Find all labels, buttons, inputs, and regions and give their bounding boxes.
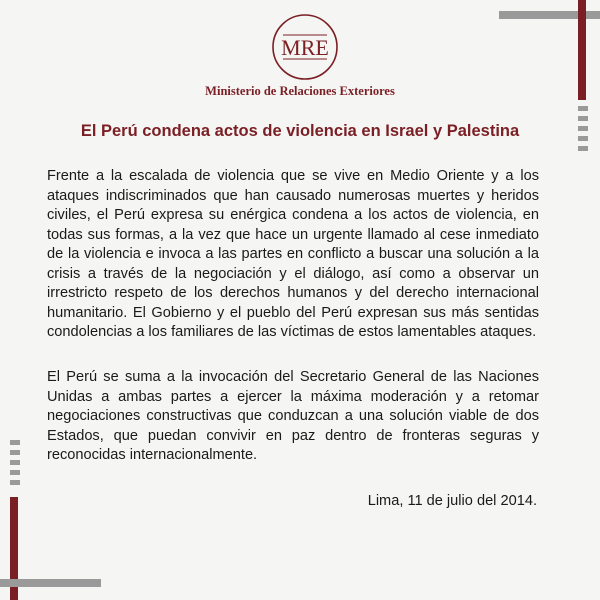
ministry-name: Ministerio de Relaciones Exteriores	[205, 84, 395, 98]
bottom-gray-bar	[0, 579, 101, 587]
statement-paragraph-1: Frente a la escalada de violencia que se vive en Medio Oriente y a los ataques indiscriminados que han causado numerosas muertes y heridos civiles, el Perú expresa su enérgica condena a los actos de violencia, en todas sus formas, a la vez que hace un urgente llamado al cese inmediato de la violencia e invoca a las partes en conflicto a buscar una solución a la crisis a través de la negociación y el diálogo, así como a observar un irrestricto respeto de los derechos humanos y del derecho internacional humanitario. El Gobierno y el pueblo del Perú expresan sus más sentidas condolencias a los familiares de las víctimas de estos lamentables ataques.	[47, 168, 539, 340]
signoff-date: Lima, 11 de julio del 2014.	[367, 493, 537, 509]
mre-logo	[271, 13, 339, 81]
logo-text: MRE	[281, 35, 329, 60]
statement-title: El Perú condena actos de violencia en Israel y Palestina	[80, 122, 520, 140]
statement-paragraph-2: El Perú se suma a la invocación del Secretario General de las Naciones Unidas a ambas partes a ejercer la máxima moderación y a retomar negociaciones constructivas que conduzcan a una solución viable de dos Estados, que puedan convivir en paz dentro de fronteras seguras y reconocidas internacionalmente.	[47, 369, 539, 463]
